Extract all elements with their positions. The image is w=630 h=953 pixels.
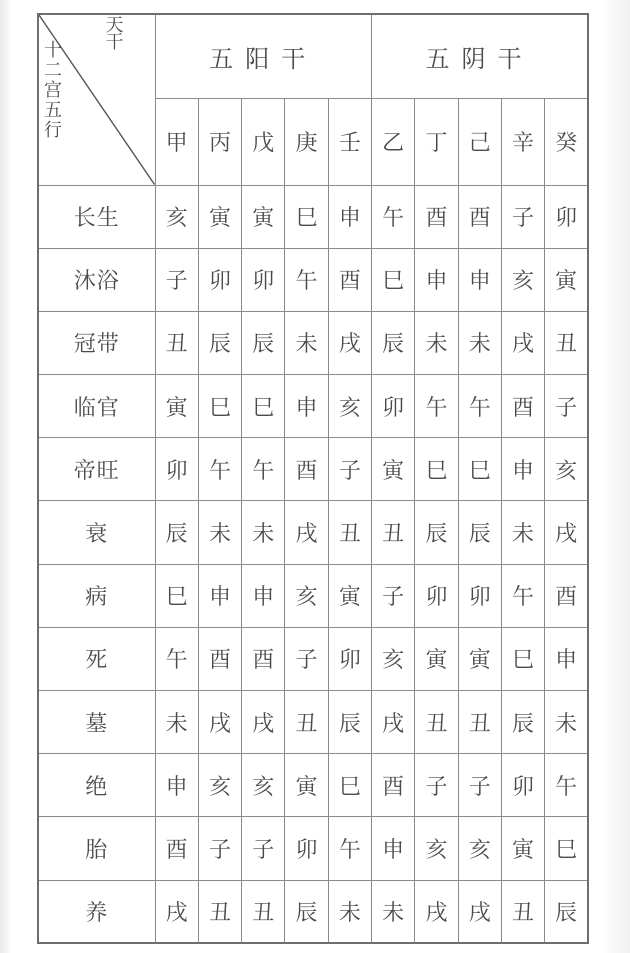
branch-cell: 寅 [155,375,198,438]
branch-cell: 辰 [198,311,241,374]
palace-label-cell: 绝 [38,754,155,817]
branch-cell: 酉 [285,438,328,501]
twelve-palaces-table [37,13,589,944]
stem-header-cell: 壬 [328,98,371,185]
table-row [38,375,588,438]
branch-cell: 寅 [372,438,415,501]
corner-header-cell [38,14,155,185]
palace-label-cell: 帝旺 [38,438,155,501]
branch-cell: 巳 [328,754,371,817]
palace-label-cell: 衰 [38,501,155,564]
branch-cell: 寅 [242,185,285,248]
branch-cell: 戌 [458,880,501,943]
branch-cell: 亥 [328,375,371,438]
branch-cell: 酉 [328,248,371,311]
branch-cell: 巳 [372,248,415,311]
branch-cell: 巳 [415,438,458,501]
branch-cell: 子 [501,185,544,248]
branch-cell: 辰 [458,501,501,564]
branch-cell: 午 [415,375,458,438]
branch-cell: 未 [155,691,198,754]
branch-cell: 丑 [372,501,415,564]
table-row [38,248,588,311]
branch-cell: 子 [545,375,588,438]
branch-cell: 丑 [198,880,241,943]
changsheng-table-container [37,13,587,944]
corner-heavenly-stems-label: 天干 [105,15,124,53]
stem-header-cell: 甲 [155,98,198,185]
branch-cell: 辰 [501,691,544,754]
branch-cell: 申 [458,248,501,311]
palace-label-cell: 死 [38,627,155,690]
table-row [38,438,588,501]
branch-cell: 未 [458,311,501,374]
branch-cell: 卯 [285,817,328,880]
branch-cell: 寅 [328,564,371,627]
branch-cell: 未 [415,311,458,374]
branch-cell: 寅 [458,627,501,690]
table-row [38,185,588,248]
table-body [38,185,588,943]
branch-cell: 亥 [545,438,588,501]
branch-cell: 亥 [285,564,328,627]
branch-cell: 子 [458,754,501,817]
branch-cell: 戌 [372,691,415,754]
branch-cell: 辰 [372,311,415,374]
branch-cell: 寅 [198,185,241,248]
branch-cell: 申 [372,817,415,880]
branch-cell: 卯 [328,627,371,690]
stem-header-cell: 己 [458,98,501,185]
branch-cell: 亥 [198,754,241,817]
palace-label-cell: 长生 [38,185,155,248]
branch-cell: 丑 [328,501,371,564]
palace-label-cell: 养 [38,880,155,943]
table-row [38,501,588,564]
branch-cell: 卯 [372,375,415,438]
branch-cell: 辰 [155,501,198,564]
table-row [38,564,588,627]
stem-header-cell: 乙 [372,98,415,185]
branch-cell: 寅 [285,754,328,817]
branch-cell: 戌 [415,880,458,943]
branch-cell: 午 [285,248,328,311]
branch-cell: 亥 [415,817,458,880]
branch-cell: 午 [155,627,198,690]
branch-cell: 辰 [545,880,588,943]
stem-header-cell: 辛 [501,98,544,185]
table-row [38,627,588,690]
stem-header-cell: 庚 [285,98,328,185]
branch-cell: 辰 [328,691,371,754]
branch-cell: 辰 [415,501,458,564]
palace-label-cell: 胎 [38,817,155,880]
right-edge-shadow [600,0,630,953]
left-edge-shadow [0,0,12,953]
branch-cell: 午 [545,754,588,817]
branch-cell: 申 [415,248,458,311]
palace-label-cell: 病 [38,564,155,627]
branch-cell: 午 [501,564,544,627]
table-row [38,754,588,817]
branch-cell: 酉 [198,627,241,690]
branch-cell: 亥 [242,754,285,817]
branch-cell: 戌 [501,311,544,374]
branch-cell: 戌 [328,311,371,374]
branch-cell: 卯 [501,754,544,817]
branch-cell: 子 [415,754,458,817]
branch-cell: 子 [155,248,198,311]
stem-header-cell: 戊 [242,98,285,185]
branch-cell: 申 [328,185,371,248]
branch-cell: 丑 [415,691,458,754]
branch-cell: 巳 [155,564,198,627]
branch-cell: 丑 [501,880,544,943]
branch-cell: 子 [285,627,328,690]
branch-cell: 辰 [285,880,328,943]
table-row [38,691,588,754]
branch-cell: 戌 [198,691,241,754]
branch-cell: 巳 [545,817,588,880]
branch-cell: 申 [198,564,241,627]
branch-cell: 未 [545,691,588,754]
branch-cell: 卯 [242,248,285,311]
branch-cell: 午 [328,817,371,880]
branch-cell: 卯 [458,564,501,627]
branch-cell: 子 [198,817,241,880]
branch-cell: 未 [501,501,544,564]
yin-stems-group-header: 五阴干 [372,14,589,98]
stem-header-cell: 丙 [198,98,241,185]
branch-cell: 巳 [198,375,241,438]
branch-cell: 酉 [155,817,198,880]
branch-cell: 卯 [415,564,458,627]
branch-cell: 戌 [545,501,588,564]
branch-cell: 子 [328,438,371,501]
branch-cell: 未 [242,501,285,564]
branch-cell: 亥 [458,817,501,880]
branch-cell: 卯 [545,185,588,248]
palace-label-cell: 沐浴 [38,248,155,311]
branch-cell: 午 [372,185,415,248]
branch-cell: 午 [242,438,285,501]
branch-cell: 巳 [458,438,501,501]
branch-cell: 酉 [372,754,415,817]
branch-cell: 子 [242,817,285,880]
branch-cell: 申 [285,375,328,438]
branch-cell: 戌 [242,691,285,754]
branch-cell: 寅 [545,248,588,311]
branch-cell: 辰 [242,311,285,374]
branch-cell: 丑 [545,311,588,374]
palace-label-cell: 墓 [38,691,155,754]
branch-cell: 申 [242,564,285,627]
branch-cell: 子 [372,564,415,627]
stem-header-cell: 丁 [415,98,458,185]
group-header-row [38,14,588,98]
branch-cell: 卯 [198,248,241,311]
branch-cell: 巳 [242,375,285,438]
branch-cell: 丑 [458,691,501,754]
branch-cell: 申 [545,627,588,690]
table-row [38,880,588,943]
branch-cell: 酉 [415,185,458,248]
branch-cell: 酉 [545,564,588,627]
branch-cell: 亥 [372,627,415,690]
corner-palace-label: 十二宫五行 [44,40,62,141]
branch-cell: 戌 [285,501,328,564]
branch-cell: 酉 [501,375,544,438]
branch-cell: 丑 [285,691,328,754]
palace-label-cell: 冠带 [38,311,155,374]
stem-header-cell: 癸 [545,98,588,185]
branch-cell: 巳 [501,627,544,690]
yang-stems-group-header: 五阳干 [155,14,372,98]
branch-cell: 丑 [155,311,198,374]
table-row [38,311,588,374]
branch-cell: 未 [198,501,241,564]
branch-cell: 未 [285,311,328,374]
branch-cell: 酉 [242,627,285,690]
branch-cell: 巳 [285,185,328,248]
branch-cell: 寅 [415,627,458,690]
branch-cell: 亥 [501,248,544,311]
branch-cell: 戌 [155,880,198,943]
branch-cell: 丑 [242,880,285,943]
palace-label-cell: 临官 [38,375,155,438]
branch-cell: 未 [372,880,415,943]
branch-cell: 午 [458,375,501,438]
branch-cell: 申 [501,438,544,501]
branch-cell: 午 [198,438,241,501]
branch-cell: 未 [328,880,371,943]
branch-cell: 寅 [501,817,544,880]
branch-cell: 亥 [155,185,198,248]
branch-cell: 酉 [458,185,501,248]
branch-cell: 申 [155,754,198,817]
table-row [38,817,588,880]
branch-cell: 卯 [155,438,198,501]
